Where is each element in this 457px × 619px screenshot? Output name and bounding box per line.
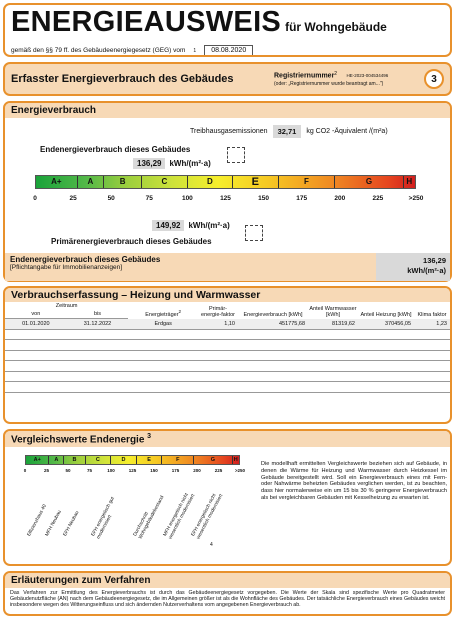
erlaeuterungen-text: Das Verfahren zur Ermittlung des Energieverbrauchs ist durch das Gebäudeenergiegesetz vorgegeben. Die Werte der Skala sind spezifische Werte pro Quadratmeter Gebäudenutzfläche (AN) nach dem Gebäudeenergiegesetz, die im Allgemeinen größer ist als die Wohnfläche des Gebäudes. Der tatsächliche Energieverbrauch eines Gebäudes weicht insbesondere wegen des Witterungseinfluss und sich ändernden Nutzerverhaltens vom angegebenen Energieverbrauch ab. <box>10 590 445 609</box>
law-text: gemäß den §§ 79 ff. des Gebäudeenergiegesetz (GEG) vom <box>11 47 186 54</box>
comparison-label: EFH Neubau <box>63 510 81 538</box>
scale-tick: 75 <box>86 468 92 473</box>
cell-warmwasser: 81319,62 <box>308 319 358 330</box>
col-heizung: Anteil Heizung [kWh] <box>360 311 412 318</box>
vergleich-title-text: Vergleichswerte Endenergie <box>11 434 145 446</box>
scale-class-aplus: A+ <box>36 176 78 188</box>
prim-unit: kWh/(m²·a) <box>188 221 230 230</box>
end-unit: kWh/(m²·a) <box>169 159 211 168</box>
scale-tick: 0 <box>23 468 27 473</box>
prim-marker-icon <box>245 225 263 241</box>
comparison-label: MFH energetisch nicht wesentlich modernisiert <box>163 492 196 540</box>
document-title <box>11 7 444 43</box>
end-value-box <box>133 158 211 169</box>
title-text: ENERGIEAUSWEIS <box>11 6 282 38</box>
comparison-footnote: 4 <box>210 542 213 548</box>
scale-class-g: G <box>335 176 403 188</box>
scale-tick: 225 <box>214 468 223 473</box>
scale-class-a: A <box>78 176 105 188</box>
col-traeger <box>128 302 198 319</box>
section-title: Erläuterungen zum Verfahren <box>5 573 450 588</box>
end-bar-label: Endenergieverbrauch dieses Gebäudes <box>10 255 161 264</box>
cell-bis: 31.12.2022 <box>67 319 129 330</box>
scale-tick: 0 <box>33 195 37 202</box>
scale-class-h: H <box>233 457 238 463</box>
col-von: von <box>5 310 67 319</box>
prim-value-box <box>152 220 230 231</box>
cell-heizung: 370456,05 <box>358 319 414 330</box>
end-bar-value-box <box>376 253 450 281</box>
col-bis: bis <box>67 310 129 319</box>
scale-class-b: B <box>104 176 142 188</box>
scale-class-d: D <box>111 456 137 464</box>
cell-verbrauch: 451775,68 <box>238 319 308 330</box>
scale-tick: >250 <box>234 468 246 473</box>
prim-label: Primärenergieverbrauch dieses Gebäudes <box>51 237 212 246</box>
table-row <box>5 361 450 372</box>
cell-klima: 1,23 <box>414 319 450 330</box>
scale-tick: 75 <box>145 195 153 202</box>
scale-class-b: B <box>64 456 85 464</box>
scale-tick: 175 <box>296 195 308 202</box>
registration-block <box>274 70 424 89</box>
scale-class-f: F <box>162 456 194 464</box>
end-bar-unit: kWh/(m²·a) <box>407 266 446 275</box>
table-row <box>5 371 450 382</box>
law-date: 08.08.2020 <box>204 45 253 56</box>
col-warmwasser: Anteil Warmwasser [kWh] <box>309 305 357 318</box>
reg-value: HE-2023-004534496 <box>346 73 389 79</box>
col-klima: Klima faktor <box>417 311 447 318</box>
scale-class-c: C <box>86 456 112 464</box>
verbrauch-section <box>3 286 452 424</box>
scale-class-f: F <box>279 176 336 188</box>
law-footnote: 1 <box>193 47 197 54</box>
cell-traeger: Erdgas <box>128 319 198 330</box>
table-row <box>5 382 450 393</box>
section-title <box>5 431 450 447</box>
scale-class-a: A <box>49 456 64 464</box>
col-verbrauch: Energieverbrauch [kWh] <box>243 311 303 318</box>
scale-tick: 50 <box>65 468 71 473</box>
table-row <box>5 319 450 330</box>
scale-tick: 100 <box>181 195 193 202</box>
section-title: Energieverbrauch <box>5 103 450 118</box>
section-title: Verbrauchserfassung – Heizung und Warmwasser <box>5 288 450 302</box>
scale-tick: 125 <box>220 195 231 202</box>
law-line <box>11 45 444 56</box>
scale-tick: 25 <box>69 195 77 202</box>
scale-class-e: E <box>233 176 278 188</box>
erfasst-bar <box>3 62 452 96</box>
thg-unit: kg CO2 -Äquivalent /(m²a) <box>306 128 388 135</box>
end-value: 136,29 <box>133 158 165 169</box>
thg-label: Treibhausgasemissionen <box>190 128 268 135</box>
comparison-label: EFH energetisch gut modernisiert <box>91 496 116 540</box>
vergleich-title-sup: 3 <box>147 433 152 440</box>
thg-value: 32,71 <box>273 125 302 138</box>
end-bar-note: [Pflichtangabe für Immobilienanzeigen] <box>10 264 123 271</box>
col-zeitraum: Zeitraum <box>55 303 78 309</box>
scale-tick: 225 <box>372 195 384 202</box>
comparison-label: Effizienzhaus 40 <box>27 503 48 538</box>
scale-class-aplus: A+ <box>26 456 49 464</box>
cell-von: 01.01.2020 <box>5 319 67 330</box>
table-row <box>5 350 450 361</box>
certificate-header <box>3 3 452 57</box>
reg-sup: 2 <box>334 70 338 77</box>
end-energy-bar <box>5 253 450 281</box>
reg-note: (oder: „Registriernummer wurde beantragt am...") <box>274 81 384 88</box>
comparison-label: EFH energetisch nicht wesentlich modernisiert <box>191 493 224 540</box>
scale-class-e: E <box>137 456 163 464</box>
comparison-label: Durchschnitt Wohngebäudebestand <box>133 495 165 540</box>
table-row <box>5 340 450 351</box>
erlaeuterungen-section <box>3 571 452 616</box>
comparison-scale <box>25 455 240 465</box>
end-label: Endenergieverbrauch dieses Gebäudes <box>40 145 191 154</box>
scale-tick: 200 <box>193 468 201 473</box>
consumption-table <box>5 302 450 393</box>
scale-tick: 50 <box>107 195 115 202</box>
thg-row <box>190 125 388 138</box>
erfasst-title: Erfasster Energieverbrauch des Gebäudes <box>11 73 234 85</box>
col-traeger-sup: 2 <box>178 308 182 314</box>
page-number-badge: 3 <box>424 69 444 89</box>
comparison-label: MFH Neubau <box>45 509 63 538</box>
scale-tick: 200 <box>334 195 346 202</box>
energy-scale <box>35 175 416 189</box>
scale-tick: >250 <box>408 195 424 202</box>
col-faktor: Primär-energie-faktor <box>201 305 235 318</box>
scale-tick: 25 <box>43 468 49 473</box>
col-traeger-text: Energieträger <box>145 311 179 318</box>
cell-faktor: 1,10 <box>198 319 238 330</box>
scale-tick: 150 <box>258 195 270 202</box>
scale-tick: 175 <box>171 468 180 473</box>
prim-value: 149,92 <box>152 220 184 231</box>
scale-tick: 150 <box>150 468 158 473</box>
subtitle-text: für Wohngebäude <box>285 20 387 34</box>
vergleich-section <box>3 429 452 566</box>
scale-class-d: D <box>188 176 233 188</box>
comparison-text: Die modellhaft ermittelten Vergleichswerte beziehen sich auf Gebäude, in denen die Wärme für Heizung und Warmwasser durch Heizkessel im Gebäude bereitgestellt wird. Soll ein Energieverbrauch eines mit Fern- oder Nahwärme beheizten Gebäudes verglichen werden, ist zu beachten, dass hier normalerweise ein um 15 bis 30 % geringerer Energieverbrauch als bei vergleichbaren Gebäuden mit Kesselheizung zu erwarten ist. <box>261 461 447 501</box>
scale-class-c: C <box>142 176 187 188</box>
scale-class-g: G <box>194 456 232 464</box>
scale-class-h: H <box>406 177 413 186</box>
end-marker-icon <box>227 147 245 163</box>
end-bar-value: 136,29 <box>423 256 446 265</box>
table-row <box>5 329 450 340</box>
scale-tick: 100 <box>107 468 115 473</box>
reg-label: Registriernummer <box>274 72 335 80</box>
scale-tick: 125 <box>128 468 137 473</box>
